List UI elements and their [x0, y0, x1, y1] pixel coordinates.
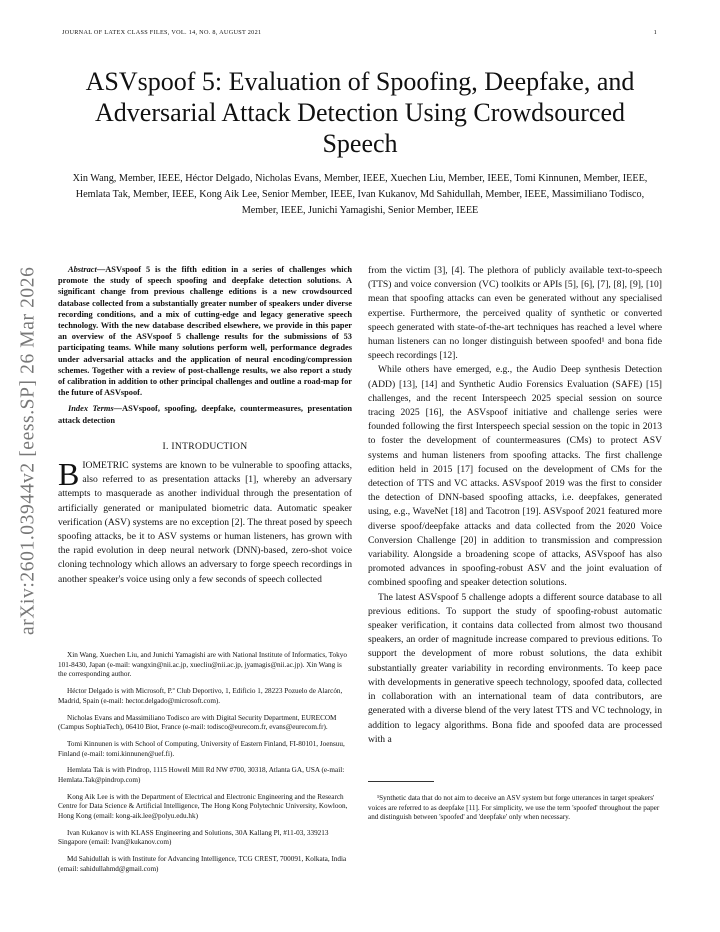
section-heading-introduction: I. INTRODUCTION: [162, 440, 248, 452]
drop-cap: B: [58, 456, 80, 493]
footnote-rule: [368, 781, 434, 782]
affiliation-note: Nicholas Evans and Massimiliano Todisco are with Digital Security Department, EURECOM (Campus SophiaTech), 06410 Biot, France (e-mail: todisco@eurecom.fr, evans@eurecom.fr).: [58, 713, 337, 732]
body-paragraph: from the victim [3], [4]. The plethora of publicly available text-to-speech (TTS) and voice conversion (VC) toolkits or APIs [5], [6], [7], [8], [9], [10] mean that spoofing attacks can even be generated without any specialised expertise. Furthermore, the perceived quality of synthetic or converted speech generated with state-of-the-art techniques has reached a level where human listeners can no longer distinguish between spoofed¹ and bona fide speech recordings [12].: [368, 265, 662, 362]
right-column: [368, 264, 662, 747]
affiliations-footnote: [58, 644, 352, 881]
footnote: [368, 787, 662, 830]
affiliation-note: Md Sahidullah is with Institute for Advancing Intelligence, TCG CREST, 700091, Kolkata, India (email: sahidullahmd@gmail.com): [58, 855, 347, 873]
intro-paragraph: [58, 456, 352, 587]
affiliation-note: Kong Aik Lee is with the Department of Electrical and Electronic Engineering and the Research Centre for Data Science & Artificial Intelligence, The Hong Kong Polytechnic University, Kowloon, Hong Kong (email: kong-aik.lee@polyu.edu.hk): [58, 792, 348, 820]
arxiv-watermark: arXiv:2601.03944v2 [eess.SP] 26 Mar 2026: [17, 266, 39, 636]
body-paragraph: The latest ASVspoof 5 challenge adopts a different source database to all previous editions. To support the study of spoofing-robust automatic speaker verification, it contains data collected from almost two thousand speakers, an order of magnitude increase compared to previous editions. To support the development of more robust solutions, the data exhibit substantially greater variability in recording environments. To keep pace with developments in generative speech technology, spoofed data, collected in collaboration with an international team of data contributors, are generated with a diverse blend of the very latest TTS and VC technology, in addition to legacy algorithms. Bona fide and spoofed data are processed with a: [368, 591, 662, 745]
affiliation-note: Hemlata Tak is with Pindrop, 1115 Howell Mill Rd NW #700, 30318, Atlanta GA, USA (e-mail: Hemlata.Tak@pindrop.com): [58, 766, 345, 784]
affiliation-note: Xin Wang, Xuechen Liu, and Junichi Yamagishi are with National Institute of Informatics, Tokyo 101-8430, Japan (e-mail: wangxin@nii.ac.jp, xuecliu@nii.ac.jp, jyamagis@nii.ac.jp). Xin Wang is the corresponding author.: [58, 651, 347, 679]
intro-text: IOMETRIC systems are known to be vulnerable to spoofing attacks, also referred to as presentation attacks [1], whereby an adversary attempts to masquerade as another individual through the presentation of artificially generated or manipulated biometric data. Automatic speaker verification (ASV) systems are no exception [2]. The threat posed by speech spoofing attacks, be it to ASV systems or human listeners, has grown with the rapid evolution in deep neural network (DNN)-based, zero-shot voice cloning technology which allows an adversary to forge speech recordings in another speaker's voice using only a few seconds of speech collected: [58, 460, 352, 585]
index-terms-text: —ASVspoof, spoofing, deepfake, countermeasures, presentation attack detection: [58, 404, 352, 425]
abstract-text: —ASVspoof 5 is the fifth edition in a series of challenges which promote the study of speech spoofing and deepfake detection solutions. A significant change from previous challenge editions is a new crowdsourced database collected from a substantially greater number of speakers under diverse recording conditions, and a mix of cutting-edge and legacy generative speech technology. With the new database described elsewhere, we provide in this paper an overview of the ASVspoof 5 challenge results for the submissions of 53 participating teams. While many solutions perform well, performance degrades under adversarial attacks and the application of neural encoding/compression schemes. Together with a review of post-challenge results, we also report a study of calibration in addition to other principal challenges and outline a road-map for the future of ASVspoof.: [58, 265, 352, 398]
index-terms-label: Index Terms: [68, 404, 114, 414]
index-terms: [58, 403, 352, 425]
abstract: [58, 264, 352, 398]
footnote-text: ¹Synthetic data that do not aim to deceive an ASV system but forge utterances in target speakers' voices are referred to as deepfake [11]. For simplicity, we use the term 'spoofed' throughout the paper and distinguish between 'spoofed' and 'deepfake' only when necessary.: [368, 794, 660, 822]
running-header: JOURNAL OF LATEX CLASS FILES, VOL. 14, NO. 8, AUGUST 2021: [62, 29, 262, 36]
affiliation-note: Héctor Delgado is with Microsoft, P.º Club Deportivo, 1, Edificio 1, 28223 Pozuelo de Alarcón, Madrid, Spain (e-mail: hector.delgado@microsoft.com).: [58, 687, 343, 705]
affiliation-note: Ivan Kukanov is with KLASS Engineering and Solutions, 30A Kallang Pl, #11-03, 339213 Singapore (email: Ivan@kukanov.com): [58, 828, 329, 847]
left-column: [58, 264, 352, 587]
affiliation-note: Tomi Kinnunen is with School of Computing, University of Eastern Finland, FI-80101, Joensuu, Finland (e-mail: tomi.kinnunen@uef.fi).: [58, 739, 345, 758]
body-paragraph: While others have emerged, e.g., the Audio Deep synthesis Detection (ADD) [13], [14] and Synthetic Audio Forensics Evaluation (SAFE) [15] challenges, and the recent Interspeech 2025 special session on source tracing 2025 [16], the ASVspoof initiative and challenge series were founded following the first Interspeech special session on the topic in 2013 to foster the development of countermeasures (CMs) to protect ASV systems and human listeners from spoofing attacks. The first challenge edition held in 2015 [17] focused on the development of CMs for the detection of TTS and VC attacks. ASVspoof 2019 was the first to consider the detection of DNN-based spoofing attacks, i.e. deepfakes, generated using, e.g., WaveNet [18] and Tacotron [19]. ASVspoof 2021 featured more diverse spoof/deepfake attacks and data collected from the 2020 Voice Conversion Challenge [20] in addition to transmission and compression variability. Alongside a broadening scope of attacks, ASVspoof has also promoted advances in spoofing-robust ASV and the joint evaluation of combined spoofing and speaker detection solutions.: [368, 364, 662, 589]
paper-title: ASVspoof 5: Evaluation of Spoofing, Deepfake, and Adversarial Attack Detection Using Crowdsourced Speech: [85, 67, 635, 158]
abstract-label: Abstract: [68, 265, 97, 274]
author-list: Xin Wang, Member, IEEE, Héctor Delgado, Nicholas Evans, Member, IEEE, Xuechen Liu, Member, IEEE, Tomi Kinnunen, Member, IEEE, Hemlata Tak, Member, IEEE, Kong Aik Lee, Senior Member, IEEE, Ivan Kukanov, Md Sahidullah, Member, IEEE, Massimiliano Todisco, Member, IEEE, Junichi Yamagishi, Senior Member, IEEE: [72, 173, 648, 216]
page-number: 1: [653, 29, 657, 36]
